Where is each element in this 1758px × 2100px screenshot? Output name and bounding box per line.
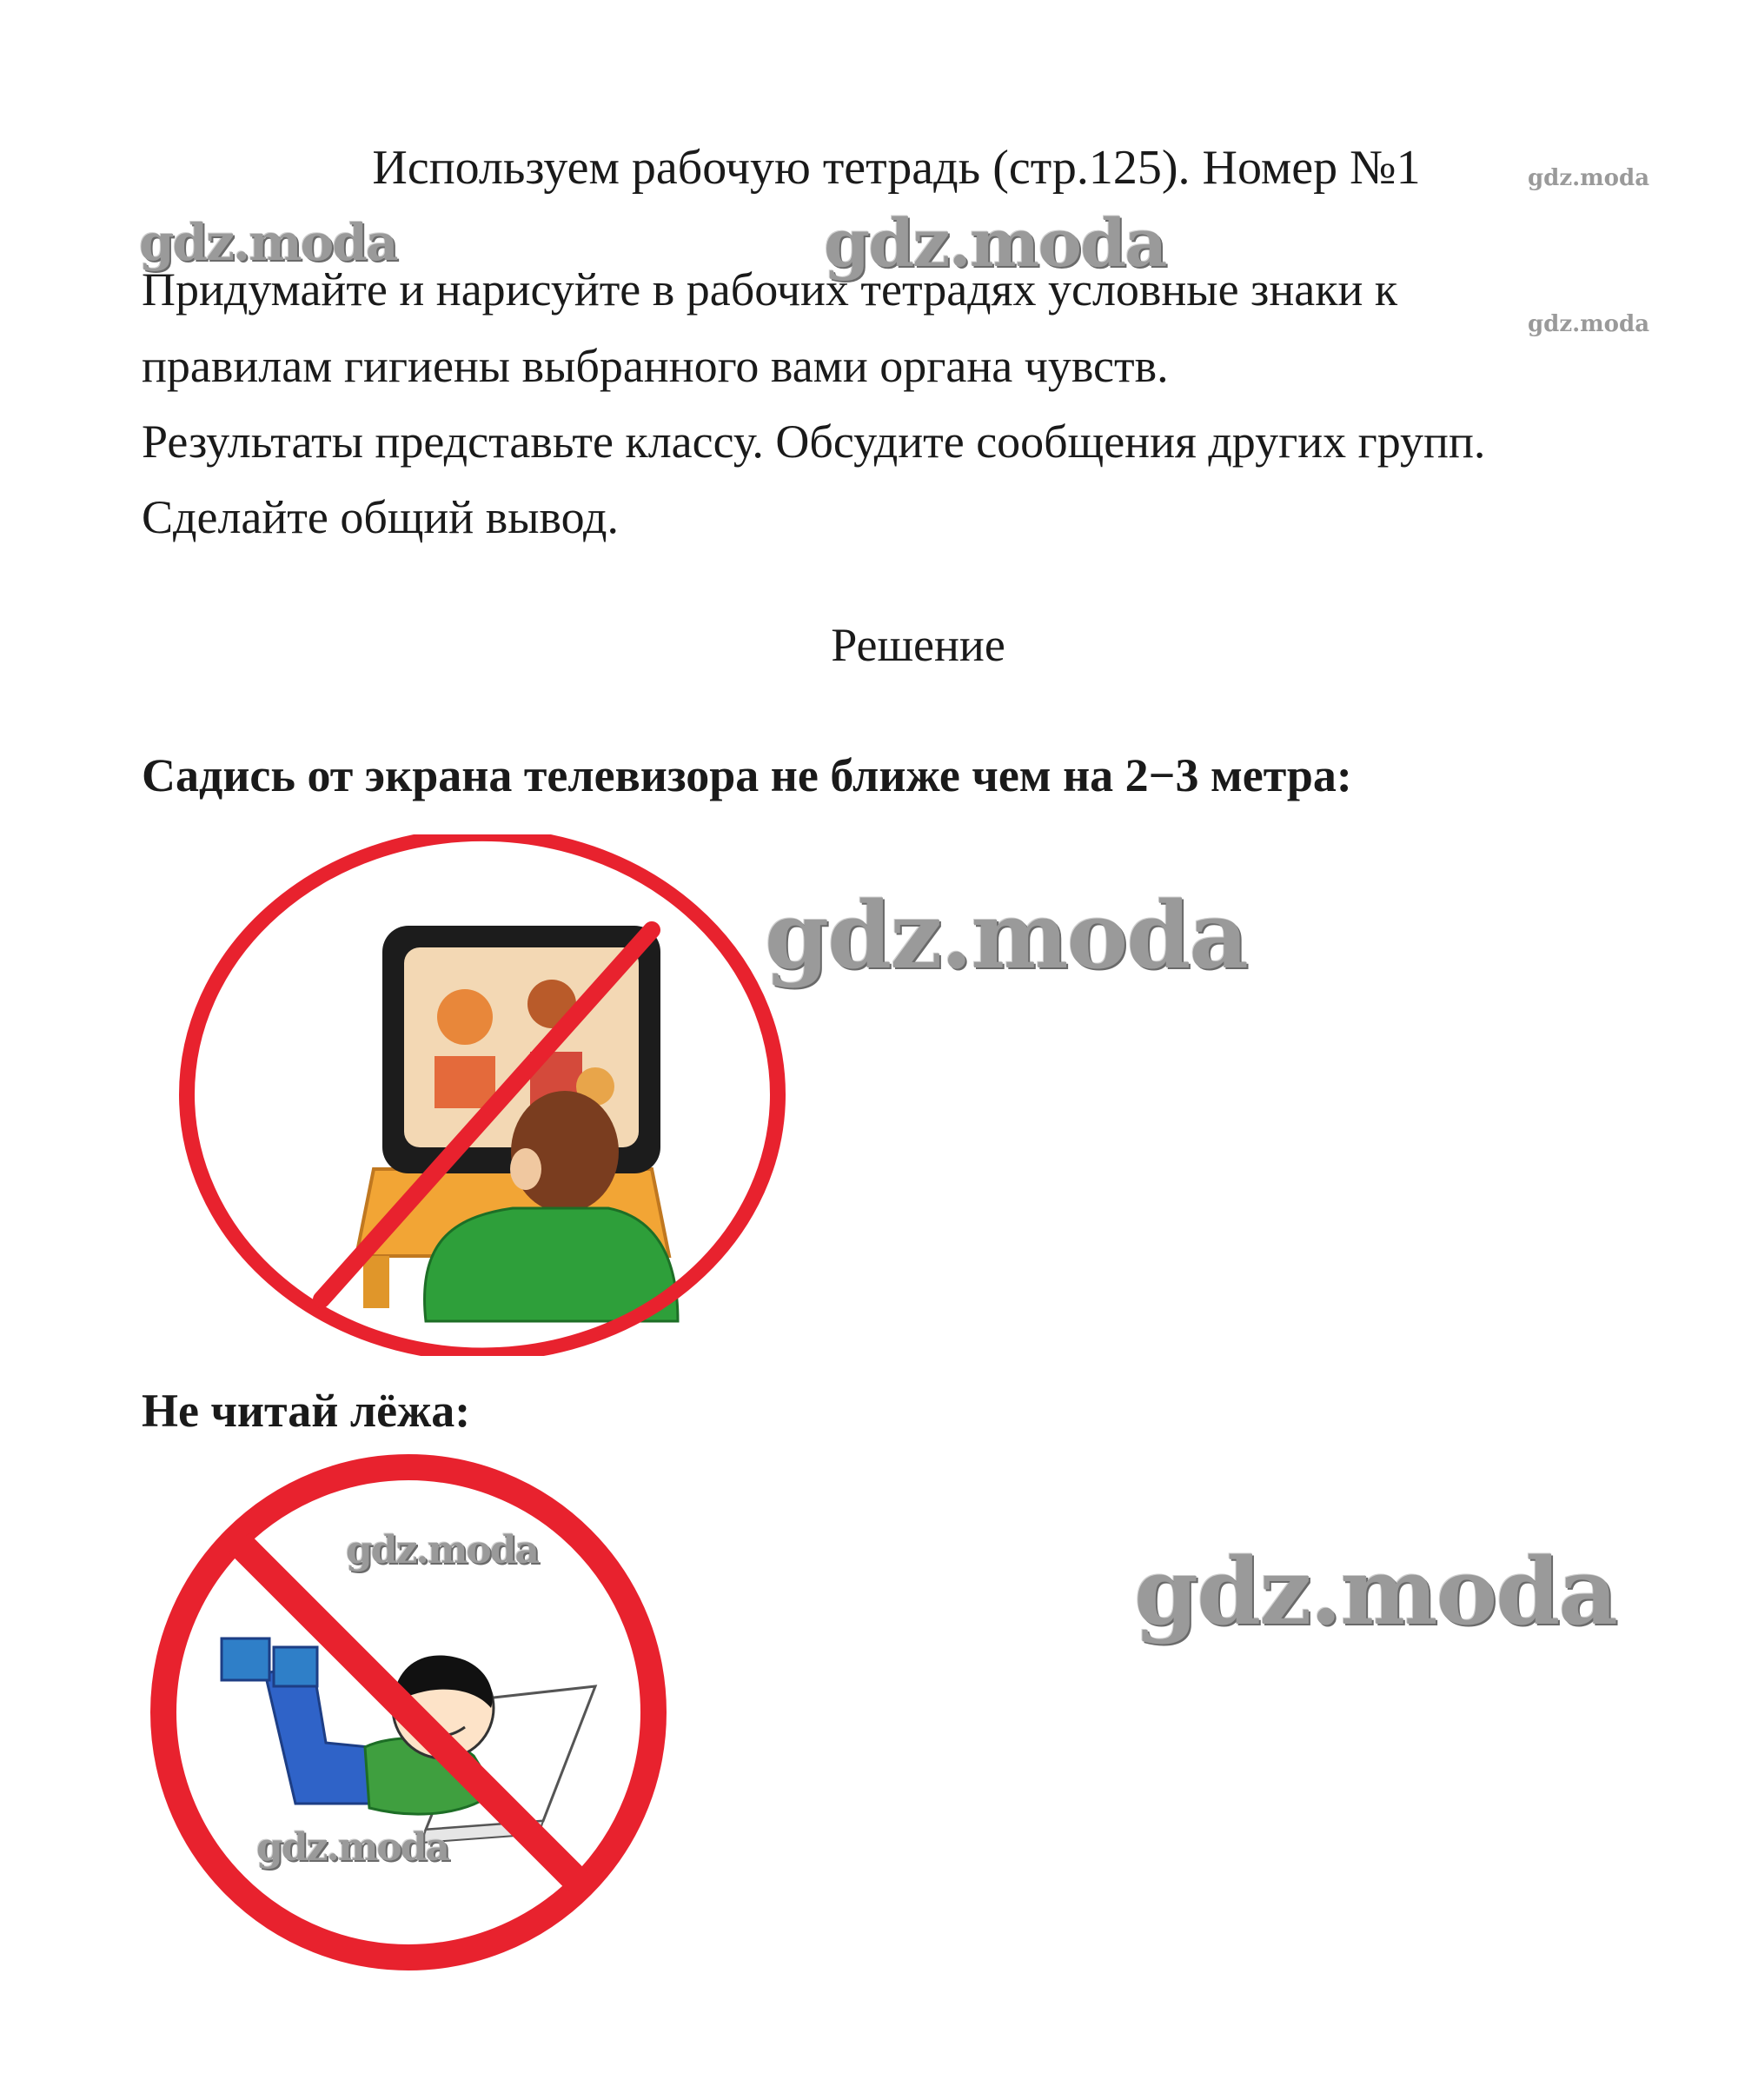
rule-2-text: Не читай лёжа: (142, 1385, 471, 1437)
watermark-5: gdz.moda (765, 881, 1247, 989)
task-line-2: правилам гигиены выбранного вами органа чувств. (142, 340, 1169, 392)
task-line-3: Результаты представьте классу. Обсудите сообщения других групп. (142, 415, 1486, 468)
page-title: Используем рабочую тетрадь (стр.125). Номер №1 (372, 141, 1421, 195)
watermark-6: gdz.moda (346, 1528, 539, 1572)
tv-prohibition-sign (165, 834, 799, 1356)
rule-1-text: Садись от экрана телевизора не ближе чем на 2−3 метра: (142, 749, 1352, 801)
reading-lying-prohibition-sign (143, 1447, 682, 1977)
task-line-4: Сделайте общий вывод. (142, 491, 620, 543)
watermark-small-4: gdz.moda (1528, 311, 1650, 337)
solution-heading: Решение (831, 619, 1005, 671)
watermark-3: gdz.moda (824, 204, 1166, 282)
watermark-7: gdz.moda (256, 1825, 449, 1870)
watermark-2: gdz.moda (139, 213, 397, 272)
task-line-1: Придумайте и нарисуйте в рабочих тетрадях условные знаки к (142, 263, 1398, 316)
watermark-small-1: gdz.moda (1528, 165, 1650, 191)
watermark-8: gdz.moda (1134, 1537, 1616, 1645)
